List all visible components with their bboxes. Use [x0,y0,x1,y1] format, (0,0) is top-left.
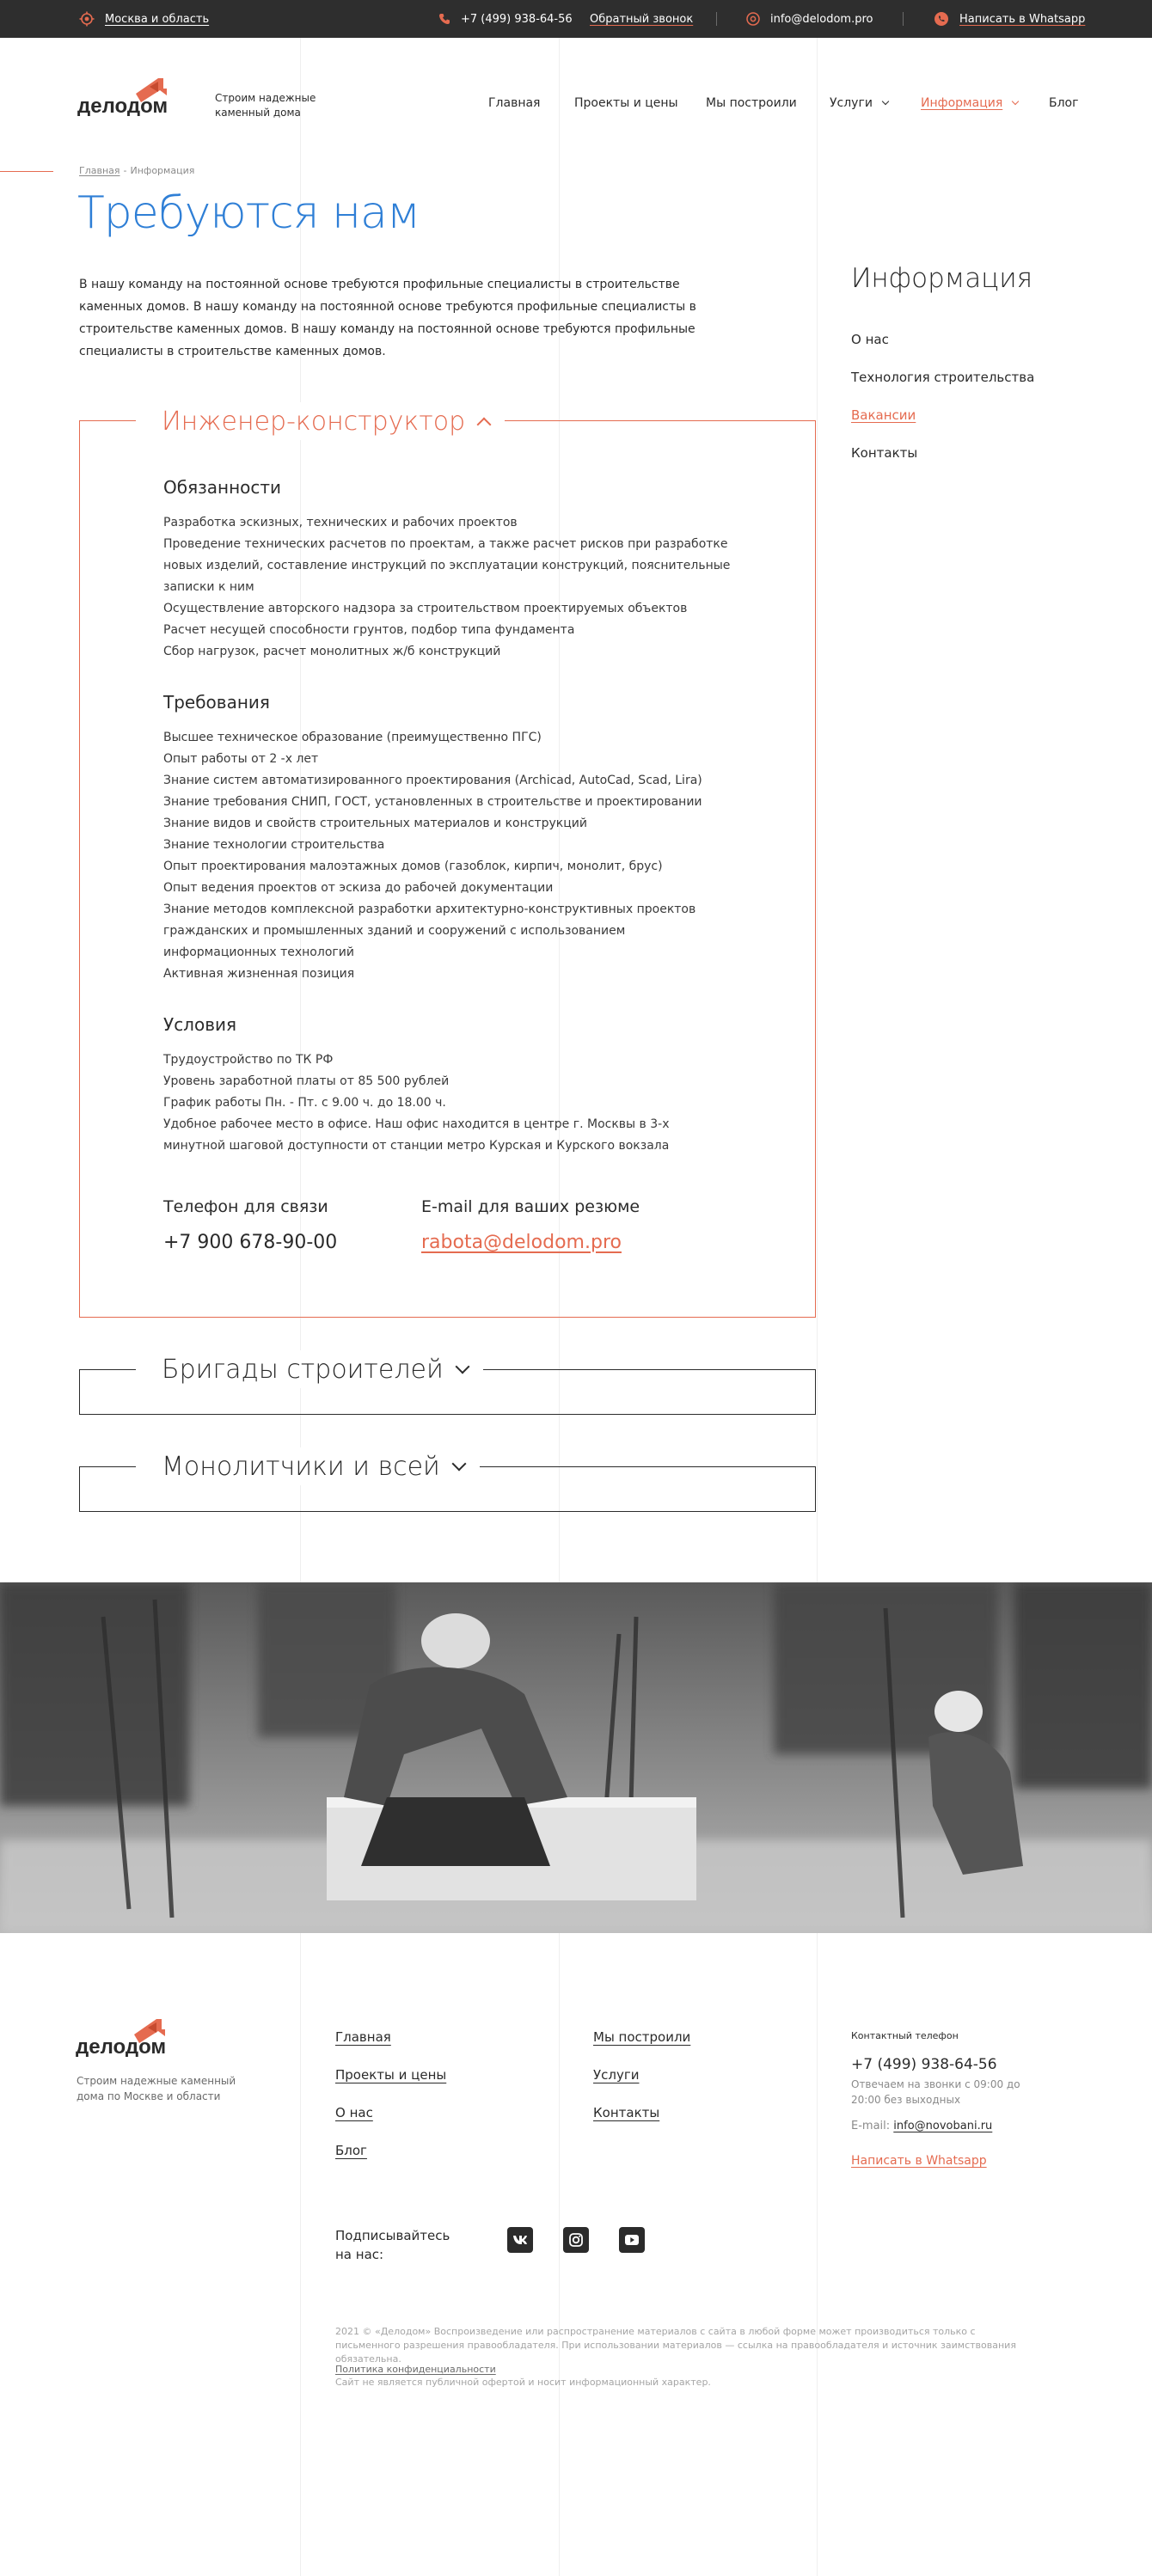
contact-phone-label: Телефон для связи [163,1197,328,1216]
youtube-icon[interactable] [619,2227,645,2253]
footer-link-projects[interactable]: Проекты и цены [335,2067,447,2083]
logo-mark [76,2017,184,2057]
region-link[interactable]: Москва и область [105,12,210,26]
nav-services[interactable] [830,96,888,110]
workers-image [0,1582,1152,1933]
construction-photo [0,1582,1152,1933]
logo-word: делодом [76,2035,167,2057]
breadcrumb-home[interactable]: Главная [79,165,120,176]
email-icon [746,12,760,26]
list-item: Опыт работы от 2 -х лет [163,752,319,766]
list-item: Удобное рабочее место в офисе. Наш офис находится в центре г. Москвы в 3-х минутной шаговой доступности от станции метро Курская и Курского вокзала [163,1117,670,1153]
breadcrumb-separator: - [123,165,127,176]
subscribe-label: Подписывайтесь на нас: [335,2228,450,2262]
vacancy-toggle-engineer[interactable] [136,402,505,440]
phone-block[interactable] [438,0,573,38]
tagline-line: дома по Москве и области [77,2090,221,2102]
tagline-line: Строим надежные каменный [77,2075,236,2087]
nav-home[interactable]: Главная [488,96,541,110]
chevron-down-icon [451,1457,466,1472]
instagram-logo [568,2232,584,2248]
list-item: Уровень заработной платы от 85 500 рублей [163,1074,450,1088]
privacy-policy-link[interactable]: Политика конфиденциальности [335,2364,496,2375]
phone-number[interactable]: +7 (499) 938-64-56 [461,12,573,26]
whatsapp-icon [934,11,949,27]
breadcrumb-current: Информация [130,165,195,176]
callback-link[interactable] [590,0,693,38]
logo-mark [77,76,186,116]
nav-projects[interactable]: Проекты и цены [574,96,678,110]
vacancy-title: Бригады строителей [162,1354,444,1385]
list-item: Сбор нагрузок, расчет монолитных ж/б конструкций [163,645,501,658]
footer-link-about[interactable]: О нас [335,2105,373,2120]
list-item: Разработка эскизных, технических и рабочих проектов [163,516,518,529]
footer-whatsapp-link[interactable]: Написать в Whatsapp [851,2154,987,2168]
site-header [0,38,1152,167]
page-title: Требуются нам [77,187,420,239]
logo-word: делодом [77,95,169,116]
offer-notice: Сайт не является публичной офертой и носит информационный характер. [335,2377,711,2388]
vk-icon[interactable] [507,2227,533,2253]
nav-information[interactable] [921,96,1018,110]
footer-link-services[interactable]: Услуги [593,2067,640,2083]
vacancy-toggle-monolith[interactable] [136,1447,480,1485]
whatsapp-link[interactable]: Написать в Whatsapp [959,12,1086,26]
sidebar-item-about[interactable]: О нас [851,332,889,347]
footer-link-home[interactable]: Главная [335,2029,391,2045]
footer-hours-note: Отвечаем на звонки с 09:00 до 20:00 без выходных [851,2078,1020,2106]
intro-text: В нашу команду на постоянной основе требуются профильные специалисты в строительстве каменных домов. В нашу команду на постоянной основе требуются профильные специалисты в строительстве каменных домов. В нашу команду на постоянной основе требуются профильные специалисты в строительстве каменных домов. [79,278,696,358]
header-tagline [215,91,316,120]
accent-line [0,171,53,172]
nav-information-label: Информация [921,96,1003,110]
list-item: Знание требования СНИП, ГОСТ, установленных в строительстве и проектировании [163,795,702,809]
divider [903,12,904,26]
list-item: Опыт ведения проектов от эскиза до рабочей документации [163,881,554,895]
footer-email [851,2120,992,2132]
sidebar-item-contacts[interactable]: Контакты [851,445,918,461]
list-item: График работы Пн. - Пт. с 9.00 ч. до 18.00 ч. [163,1096,446,1110]
conditions-list [163,1049,731,1157]
duties-title: Обязанности [163,477,282,498]
tagline-line: Строим надежные [215,92,316,104]
chevron-down-icon [1012,98,1019,105]
contact-email-label: E-mail для ваших резюме [421,1197,640,1216]
requirements-title: Требования [163,692,270,713]
list-item: Активная жизненная позиция [163,967,355,981]
nav-built[interactable]: Мы построили [706,96,797,110]
list-item: Расчет несущей способности грунтов, подбор типа фундамента [163,623,575,637]
footer-tagline [77,2073,236,2104]
list-item: Знание технологии строительства [163,838,385,852]
region-selector[interactable] [79,0,209,38]
list-item: Опыт проектирования малоэтажных домов (газоблок, кирпич, монолит, брус) [163,860,663,873]
vacancy-toggle-builders[interactable] [136,1350,483,1388]
tagline-line: каменный дома [215,107,301,119]
contact-email[interactable]: rabota@delodom.pro [421,1232,622,1253]
list-item: Трудоустройство по ТК РФ [163,1053,334,1067]
footer-contact-label: Контактный телефон [851,2030,959,2041]
list-item: Осуществление авторского надзора за строительством проектируемых объектов [163,602,688,615]
phone-icon [438,13,450,25]
footer-logo[interactable] [76,2017,184,2057]
requirements-list [163,727,731,985]
chevron-up-icon [477,418,492,432]
footer-phone[interactable]: +7 (499) 938-64-56 [851,2056,997,2073]
duties-list [163,512,731,663]
list-item: Знание методов комплексной разработки архитектурно-конструктивных проектов гражданских и промышленных зданий и сооружений с использованием информационных технологий [163,903,696,959]
legal-notice: 2021 © «Делодом» Воспроизведение или распространение материалов с сайта в любой форме может производиться только с письменного разрешения правообладателя. При использовании материалов — ссылка на правообладателя и источник заимствования обязательна. [335,2326,1016,2365]
vacancy-title: Монолитчики и всей [162,1451,440,1482]
email-block[interactable] [746,0,873,38]
list-item: Проведение технических расчетов по проектам, а также расчет рисков при разработке новых изделий, составление инструкций по эксплуатации конструкций, пояснительные записки к ним [163,537,731,594]
footer-link-built[interactable]: Мы построили [593,2029,691,2045]
footer-email-label: E-mail: [851,2120,891,2132]
top-bar [0,0,1152,38]
chevron-down-icon [882,98,889,105]
footer-email-link[interactable]: info@novobani.ru [893,2120,993,2132]
list-item: Высшее техническое образование (преимущественно ПГС) [163,731,542,744]
footer-link-blog[interactable]: Блог [335,2143,367,2158]
vk-logo [512,2235,528,2245]
grid-guide [817,38,818,2576]
list-item: Знание видов и свойств строительных материалов и конструкций [163,817,587,830]
vacancy-title: Инженер-конструктор [162,406,466,437]
callback-label[interactable]: Обратный звонок [590,12,694,26]
youtube-logo [624,2234,640,2246]
email-address[interactable]: info@delodom.pro [770,12,873,26]
footer-link-contacts[interactable]: Контакты [593,2105,660,2120]
chevron-down-icon [455,1360,469,1374]
nav-blog[interactable]: Блог [1049,96,1079,110]
instagram-icon[interactable] [563,2227,589,2253]
whatsapp-block[interactable] [934,0,1085,38]
sidebar-item-technology[interactable]: Технология строительства [851,370,1035,385]
contact-phone[interactable]: +7 900 678-90-00 [163,1232,338,1253]
logo[interactable] [77,76,186,116]
divider [716,12,717,26]
sidebar-item-vacancies[interactable]: Вакансии [851,407,916,423]
sidebar-title: Информация [851,263,1033,294]
conditions-title: Условия [163,1014,237,1035]
list-item: Знание систем автоматизированного проектирования (Archicad, AutoCad, Scad, Lira) [163,774,702,787]
location-target-icon [79,11,95,27]
nav-services-label: Услуги [830,96,873,110]
